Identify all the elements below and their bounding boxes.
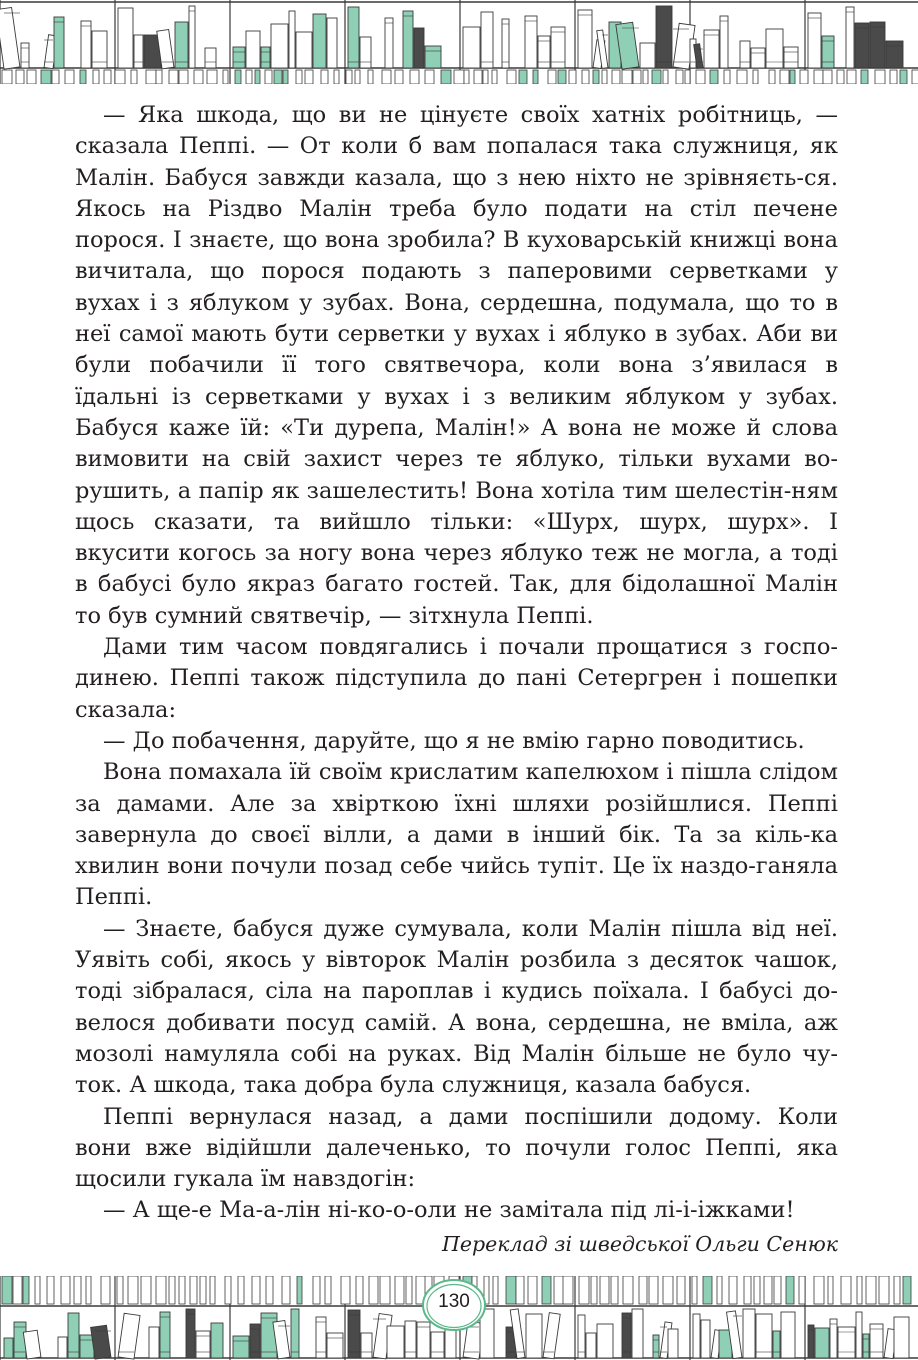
paragraph: — Яка шкода, що ви не цінуєте своїх хатніх робітниць, — сказала Пеппі. — От коли б вам попалася така служниця, як Малін. Бабуся завжди казала, що з нею ніхто не зрівняєть-ся. Якось на Різдво Малін треба було подати на стіл печене порося. І знаєте, що вона зробила? В куховарській книжці вона вичитала, що порося подають з паперовими серветками у вухах і з яблуком у зубах. Вона, сердешна, подумала, що то в неї самої мають бути серветки у вухах і яблуко в зубах. Аби ви були побачили її того святвечора, коли вона з’явилася в їдальні із серветками у вухах і з великим яблуком у зубах. Бабуся каже їй: «Ти дурепа, Малін!» А вона не може й слова вимовити на свій захист через те яблуко, тільки вухами во-рушить, а папір як зашелестить! Вона хотіла тим шелестін-ням щось сказати, та вийшло тільки: «Шурх, шурх, шурх». І вкусити когось за ногу вона через яблуко теж не могла, а тоді в бабусі було якраз багато гостей. Так, для бідолашної Малін то був сумний святвечір, — зітхнула Пеппі.	[75, 102, 838, 629]
paragraph: — До побачення, даруйте, що я не вмію гарно поводитись.	[103, 727, 805, 754]
paragraph: Вона помахала їй своїм крислатим капелюхом і пішла слідом за дамами. Але за хвірткою їхні шляхи розійшлися. Пеппі завернула до своєї вілли, а дами в інший бік. Та за кіль-ка хвилин вони почули позад себе чийсь тупіт. Це їх наздо-ганяла Пеппі.	[75, 759, 838, 911]
page-number	[419, 1277, 489, 1335]
paragraph: — А ще-е Ма-а-лін ні-ко-о-оли не замітала під лі-і-іжками!	[103, 1197, 795, 1224]
top-bookshelf-border	[0, 0, 918, 84]
paragraph: Дами тим часом повдягались і почали прощатися з госпо-динею. Пеппі також підступила до пані Сетергрен і пошепки сказала:	[75, 634, 838, 723]
paragraph: — Знаєте, бабуся дуже сумувала, коли Малін пішла від неї. Уявіть собі, якось у вівторок Малін розбила з десяток чашок, тоді зібралася, сіла на пароплав і кудись поїхала. І бабусі до-велося добивати посуд самій. А вона, сердешна, не вміла, аж мозолі намуляла собі на руках. Від Малін більше не було чу-ток. А шкода, така добра була служниця, казала бабуся.	[75, 915, 838, 1099]
paragraph: Пеппі вернулася назад, а дами поспішили додому. Коли вони вже відійшли далеченько, то почули голос Пеппі, яка щосили гукала їм навздогін:	[75, 1103, 838, 1193]
story-text	[75, 100, 838, 1259]
page-number-label: 130	[438, 1291, 470, 1312]
translator-credit: Переклад зі шведської Ольги Сенюк	[441, 1231, 838, 1256]
bookshelf-border-icon	[0, 0, 918, 84]
